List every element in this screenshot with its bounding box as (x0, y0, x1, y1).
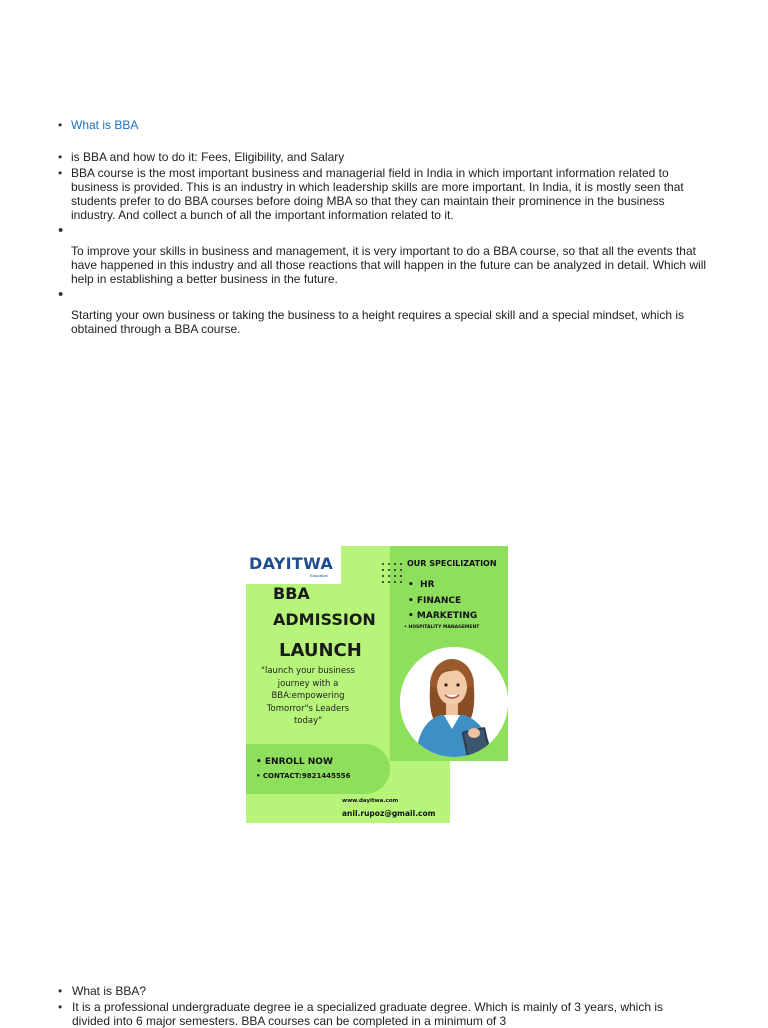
enroll-label: ENROLL NOW (264, 757, 333, 767)
what-is-bba-link[interactable]: What is BBA (71, 118, 139, 132)
article-title-item: is BBA and how to do it: Fees, Eligibility, and Salary (71, 150, 345, 164)
dots-decoration-icon (380, 561, 402, 587)
list-bullet-empty: • (58, 286, 64, 303)
spec-label: HOSPITALITY MANAGEMENT (408, 625, 480, 630)
list-bullet: • (58, 118, 63, 132)
paragraph-bba-definition: It is a professional undergraduate degree ie a specialized graduate degree. Which is mainly of 3 years, which is divided into 6 major semesters. BBA courses can be completed in a minimum of 3 (72, 1000, 663, 1028)
bullet: • (408, 611, 414, 621)
contact-text (256, 772, 351, 780)
brand-name: DAYITWA (249, 554, 333, 573)
spec-label: MARKETING (416, 611, 478, 621)
list-bullet: • (58, 150, 63, 164)
student-photo (397, 644, 508, 760)
bullet: • (256, 772, 261, 780)
brand-sub: Education (310, 573, 328, 578)
list-bullet: • (58, 166, 63, 180)
list-bullet: • (58, 1000, 63, 1014)
enroll-now-text (256, 757, 333, 767)
poster-title-line2: ADMISSION (273, 610, 376, 629)
bullet: • (408, 580, 414, 590)
poster-quote: "launch your business journey with a BBA:empowering Tomorror"s Leaders today" (261, 666, 355, 726)
paragraph-skills: To improve your skills in business and management, it is very important to do a BBA course, so that all the events that have happened in this industry and all those reactions that will happen in the future can be analyzed in detail. Which will help in establishing a better business in the future. (71, 244, 707, 286)
bullet: • (256, 757, 262, 767)
list-bullet-empty: • (58, 222, 64, 239)
bullet: • (408, 596, 414, 606)
spec-label: FINANCE (416, 596, 462, 606)
spec-item-hr (408, 580, 435, 590)
student-illustration-icon (400, 647, 508, 757)
specialization-heading: OUR SPECILIZATION (407, 559, 497, 568)
list-bullet: • (58, 984, 63, 998)
contact-label: CONTACT:9821445556 (262, 772, 351, 780)
spec-item-finance (408, 596, 461, 606)
spec-item-hospitality (404, 625, 479, 630)
poster-title-line1: BBA (273, 584, 310, 603)
enroll-banner (246, 744, 390, 794)
dayitwa-logo (246, 546, 341, 584)
poster-title-line3: LAUNCH (279, 640, 362, 661)
spec-item-marketing (408, 611, 477, 621)
spec-label: HR (420, 580, 435, 590)
poster-website: www.dayitwa.com (342, 798, 399, 804)
bba-admission-poster (246, 546, 508, 823)
poster-email: anil.rupoz@gmail.com (342, 809, 436, 818)
what-is-bba-heading: What is BBA? (72, 984, 147, 998)
paragraph-bba-intro: BBA course is the most important business and managerial field in India in which important information related to business is provided. This is an industry in which leadership skills are more important. In India, it is mostly seen that students prefer to do BBA courses before doing MBA so that they can maintain their prominence in the business industry. And collect a bunch of all the important information related to it. (71, 166, 684, 222)
paragraph-own-business: Starting your own business or taking the business to a height requires a special skill and a special mindset, which is obtained through a BBA course. (71, 308, 684, 336)
bullet: • (404, 625, 407, 630)
